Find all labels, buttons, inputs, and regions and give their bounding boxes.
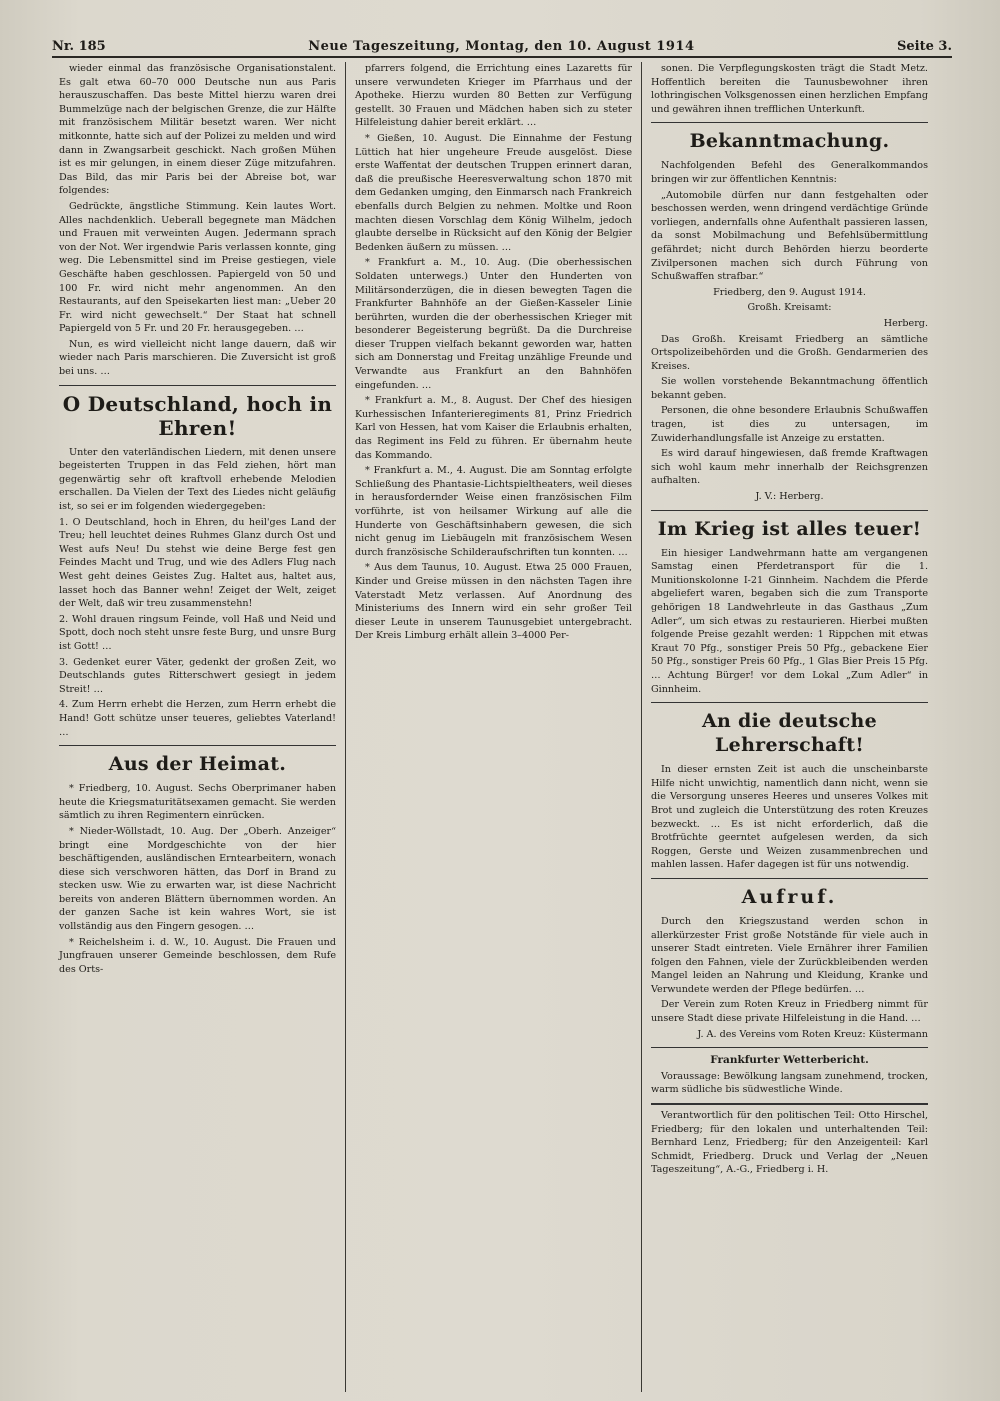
article-paragraph: Der Verein zum Roten Kreuz in Friedberg nimmt für unsere Stadt diese private Hilfeleistung in die Hand. … xyxy=(651,999,928,1025)
divider xyxy=(651,702,928,703)
aufruf-signer: J. A. des Vereins vom Roten Kreuz: Küstermann xyxy=(697,1028,928,1040)
article-paragraph: Gedrückte, ängstliche Stimmung. Kein lautes Wort. Alles nachdenklich. Ueberall begegnete man Mädchen und Frauen mit verweinten Augen. Jedermann sprach von der Not. Wer irgendwie Paris verlassen konnte, ging weg. Die Lebensmittel sind im Preise gestiegen, viele Geschäfte haben geschlossen. Papiergeld von 50 und 100 Fr. wird nicht mehr angenommen. An den Restaurants, auf den Speisekarten liest man: „Ueber 20 Fr. wird nicht gewechselt.“ Der Staat hat schnell Papiergeld von 5 Fr. und 20 Fr. herausgegeben. … xyxy=(59,200,336,335)
lehrerschaft-headline: An die deutsche Lehrerschaft! xyxy=(701,710,877,757)
imprint-text: Verantwortlich für den politischen Teil: Otto Hirschel, Friedberg; für den lokalen und unterhaltenden Teil: Bernhard Lenz, Friedberg; für den Anzeigenteil: Karl Schmidt, Friedberg. Druck und Verlag der „Neuen Tageszeitung“, A.-G., Friedberg i. H. xyxy=(651,1110,928,1176)
news-item: * Aus dem Taunus, 10. August. Etwa 25 000 Frauen, Kinder und Greise müssen in den nächsten Tagen ihre Vaterstadt Metz verlassen. Auf Anordnung des Ministeriums des Innern wird ein sehr großer Teil dieser Leute in unserem Taunusgebiet untergebracht. Der Kreis Limburg erhält allein 3–4000 Per- xyxy=(355,562,632,642)
aufruf-headline: Aufruf. xyxy=(741,885,838,908)
news-item: pfarrers folgend, die Errichtung eines Lazaretts für unsere verwundeten Krieger im Pfarrhaus und der Apotheke. Hierzu wurden 80 Betten zur Verfügung gestellt. 30 Frauen und Mädchen haben sich zu steter Hilfeleistung dahier bereit erklärt. … xyxy=(355,63,632,129)
news-item: sonen. Die Verpflegungskosten trägt die Stadt Metz. Hoffentlich bereiten die Taunusbewohner ihren lothringischen Volksgenossen einen herzlichen Empfang und gewähren ihnen trefflichen Unterkunft. xyxy=(651,63,928,115)
issue-number: Nr. 185 xyxy=(52,39,106,54)
verse: 3. Gedenket eurer Väter, gedenkt der großen Zeit, wo Deutschlands gutes Ritterschwert gesiegt in jedem Streit! … xyxy=(59,656,336,695)
divider xyxy=(59,385,336,386)
imprint xyxy=(651,1103,928,1177)
column-rule xyxy=(641,62,642,1392)
notice-signer: J. V.: Herberg. xyxy=(755,491,824,503)
news-item: * Gießen, 10. August. Die Einnahme der Festung Lüttich hat hier ungeheure Freude ausgelöst. Diese erste Waffentat der deutschen Truppen erinnert daran, daß die preußische Heeresverwaltung schon 1870 mit dem Gedanken umging, den Einmarsch nach Frankreich ebenfalls durch Belgien zu nehmen. Moltke und Roon machten diesen Vorschlag dem König Wilhelm, jedoch glaubte derselbe in Rücksicht auf den König der Belgier Bedenken äußern zu müssen. … xyxy=(355,132,632,253)
verse: 1. O Deutschland, hoch in Ehren, du heil'ges Land der Treu; hell leuchtet deines Ruhmes Glanz durch Ost und West aufs Neu! Du stehst wie deine Berge fest gen Feindes Macht und Trug, und wie des Adlers Flug nach West geht deines Geistes Zug. Haltet aus, haltet aus, lasset hoch das Banner wehn! Zeiget der Welt, zeiget der Welt, daß wir treu zusammenstehn! xyxy=(59,516,336,610)
article-paragraph: Durch den Kriegszustand werden schon in allerkürzester Frist große Notstände für viele auch in unserer Stadt eintreten. Viele Ernährer ihrer Familien folgen den Fahnen, viele der Zurückbleibenden werden Mangel leiden an Nahrung und Kleidung, Kranke und Verwundete werden der Pflege bedürfen. … xyxy=(651,915,928,995)
news-item: * Reichelsheim i. d. W., 10. August. Die Frauen und Jungfrauen unserer Gemeinde beschlossen, dem Rufe des Orts- xyxy=(59,936,336,975)
heimat-headline: Aus der Heimat. xyxy=(108,753,287,776)
bekanntmachung-headline: Bekanntmachung. xyxy=(689,130,890,153)
news-item: * Nieder-Wöllstadt, 10. Aug. Der „Oberh. Anzeiger“ bringt eine Mordgeschichte von der hier beschäftigenden, ausländischen Erntearbeitern, wonach diese sich verschworen hätten, das Dorf in Brand zu stecken usw. Wie zu erwarten war, ist diese Nachricht bereits von anderen Blättern übernommen worden. An der ganzen Sache ist kein wahres Wort, sie ist vollständig aus den Fingern gesogen. … xyxy=(59,825,336,933)
notice-paragraph: Das Großh. Kreisamt Friedberg an sämtliche Ortspolizeibehörden und die Großh. Gendarmerien des Kreises. xyxy=(651,333,928,372)
column-3 xyxy=(644,62,935,1392)
article-paragraph: wieder einmal das französische Organisationstalent. Es galt etwa 60–70 000 Deutsche nun aus Paris herauszuschaffen. Das beste Mittel hierzu waren drei Bummelzüge nach der belgischen Grenze, die zur Hälfte mit französischem Militär besetzt waren. Wer nicht mitkonnte, hatte sich auf der Polizei zu melden und wird dann in Zwangsarbeit geschickt. Nach großen Mühen ist es mir gelungen, in einem dieser Züge mitzufahren. Das Bild, das mir Paris bei der Abreise bot, war folgendes: xyxy=(59,63,336,197)
masthead xyxy=(52,34,952,58)
divider xyxy=(651,510,928,511)
notice-date: Friedberg, den 9. August 1914. xyxy=(713,286,866,298)
song-verses xyxy=(59,516,336,740)
notice-paragraph: „Automobile dürfen nur dann festgehalten oder beschossen werden, wenn dringend verdächtige Gründe vorliegen, andernfalls ohne Aufenthalt passieren lassen, da sonst Mobilmachung und Befehlsübermittlung gefährdet; nicht durch Behörden hierzu beorderte Zivilpersonen machen sich durch Führung von Schußwaffen strafbar.“ xyxy=(651,189,928,283)
notice-paragraph: Es wird darauf hingewiesen, daß fremde Kraftwagen sich wohl kaum mehr innerhalb der Reichsgrenzen aufhalten. xyxy=(651,448,928,487)
column-rule xyxy=(345,62,346,1392)
notice-paragraph: Sie wollen vorstehende Bekanntmachung öffentlich bekannt geben. xyxy=(651,376,928,401)
column-2 xyxy=(348,62,639,1392)
notice-paragraph: Personen, die ohne besondere Erlaubnis Schußwaffen tragen, ist dies zu untersagen, im Zuwiderhandlungsfalle ist Anzeige zu erstatten. xyxy=(651,405,928,444)
notice-office: Großh. Kreisamt: xyxy=(747,302,832,314)
notice-signer: Herberg. xyxy=(883,317,928,329)
news-item: * Frankfurt a. M., 4. August. Die am Sonntag erfolgte Schließung des Phantasie-Lichtspieltheaters, weil dieses in herausfordernder Weise einen französischen Film vorführte, ist von heilsamer Wirkung auf alle die Hunderte von Geschäftsinhabern gewesen, die sich nicht genug im Liebäugeln mit französischem Wesen durch französische Schilderaufschriften tun konnten. … xyxy=(355,465,632,558)
teuer-headline: Im Krieg ist alles teuer! xyxy=(657,517,922,540)
columns xyxy=(52,62,952,1392)
news-item: * Frankfurt a. M., 8. August. Der Chef des hiesigen Kurhessischen Infanterieregiments 81, Prinz Friedrich Karl von Hessen, hat vom Kaiser die Erlaubnis erhalten, das Regiment ins Feld zu führen. Er übernahm heute das Kommando. xyxy=(355,395,632,461)
paper-title-date: Neue Tageszeitung, Montag, den 10. August 1914 xyxy=(308,39,695,54)
news-item: * Frankfurt a. M., 10. Aug. (Die oberhessischen Soldaten unterwegs.) Unter den Hunderten von Militärsonderzügen, die in diesen bewegten Tagen die Frankfurter Bahnhöfe an der Gießen-Kasseler Linie berührten, wurden die der oberhessischen Krieger mit besonderer Begeisterung begrüßt. Da die Durchreise dieser Truppen vielfach bekannt geworden war, hatten sich am Donnerstag und Freitag unzählige Freunde und Verwandte aus Frankfurt an den Bahnhöfen eingefunden. … xyxy=(355,257,632,391)
notice-paragraph: Nachfolgenden Befehl des Generalkommandos bringen wir zur öffentlichen Kenntnis: xyxy=(651,160,928,185)
divider xyxy=(59,745,336,746)
news-item: * Friedberg, 10. August. Sechs Oberprimaner haben heute die Kriegsmaturitätsexamen gemacht. Sie werden sämtlich zu ihren Regimentern einrücken. xyxy=(59,783,336,822)
verse: 2. Wohl drauen ringsum Feinde, voll Haß und Neid und Spott, doch noch steht unsre feste Burg, und unsre Burg ist Gott! … xyxy=(59,613,336,652)
weather-report: Voraussage: Bewölkung langsam zunehmend, trocken, warm südliche bis südwestliche Winde. xyxy=(651,1070,928,1096)
article-paragraph: In dieser ernsten Zeit ist auch die unscheinbarste Hilfe nicht unwichtig, namentlich dann nicht, wenn sie die Versorgung unseres Heeres und unseres Volkes mit Brot und zugleich die Unterstützung des roten Kreuzes bezweckt. … Es ist nicht erforderlich, daß die Brotfrüchte geerntet aufgelesen werden, da sich Roggen, Gerste und Weizen zusammenbrechen und mahlen lassen. Hafer dagegen ist für uns notwendig. xyxy=(651,764,928,871)
verse: 4. Zum Herrn erhebt die Herzen, zum Herrn erhebt die Hand! Gott schütze unser teueres, geliebtes Vaterland! … xyxy=(59,699,336,738)
song-intro: Unter den vaterländischen Liedern, mit denen unsere begeisterten Truppen in das Feld ziehen, hört man gegenwärtig sehr oft kraftvoll erhebende Melodien erschallen. Da Vielen der Text des Liedes nicht geläufig ist, so sei er im folgenden wiedergegeben: xyxy=(59,446,336,513)
article-paragraph: Ein hiesiger Landwehrmann hatte am vergangenen Samstag einen Pferdetransport für die 1. Munitionskolonne I-21 Ginnheim. Nachdem die Pferde abgeliefert waren, begaben sich die zum Transporte gehörigen 18 Landwehrleute in das Gasthaus „Zum Adler“, um sich etwas zu restaurieren. Hierbei mußten folgende Preise gezahlt werden: 1 Rippchen mit etwas Kraut 70 Pfg., sonstiger Preis 50 Pfg., gebackene Eier 50 Pfg., sonstiger Preis 60 Pfg., 1 Glas Bier Preis 15 Pfg. … Achtung Bürger! vor dem Lokal „Zum Adler“ in Ginnheim. xyxy=(651,547,928,695)
column-1 xyxy=(52,62,343,1392)
song-headline: O Deutschland, hoch in Ehren! xyxy=(62,391,333,440)
divider xyxy=(651,122,928,123)
weather-headline: Frankfurter Wetterbericht. xyxy=(710,1054,869,1067)
divider xyxy=(651,1047,928,1048)
page-number: Seite 3. xyxy=(897,39,952,54)
article-paragraph: Nun, es wird vielleicht nicht lange dauern, daß wir wieder nach Paris marschieren. Die Zuversicht ist groß bei uns. … xyxy=(59,338,336,378)
divider xyxy=(651,878,928,879)
